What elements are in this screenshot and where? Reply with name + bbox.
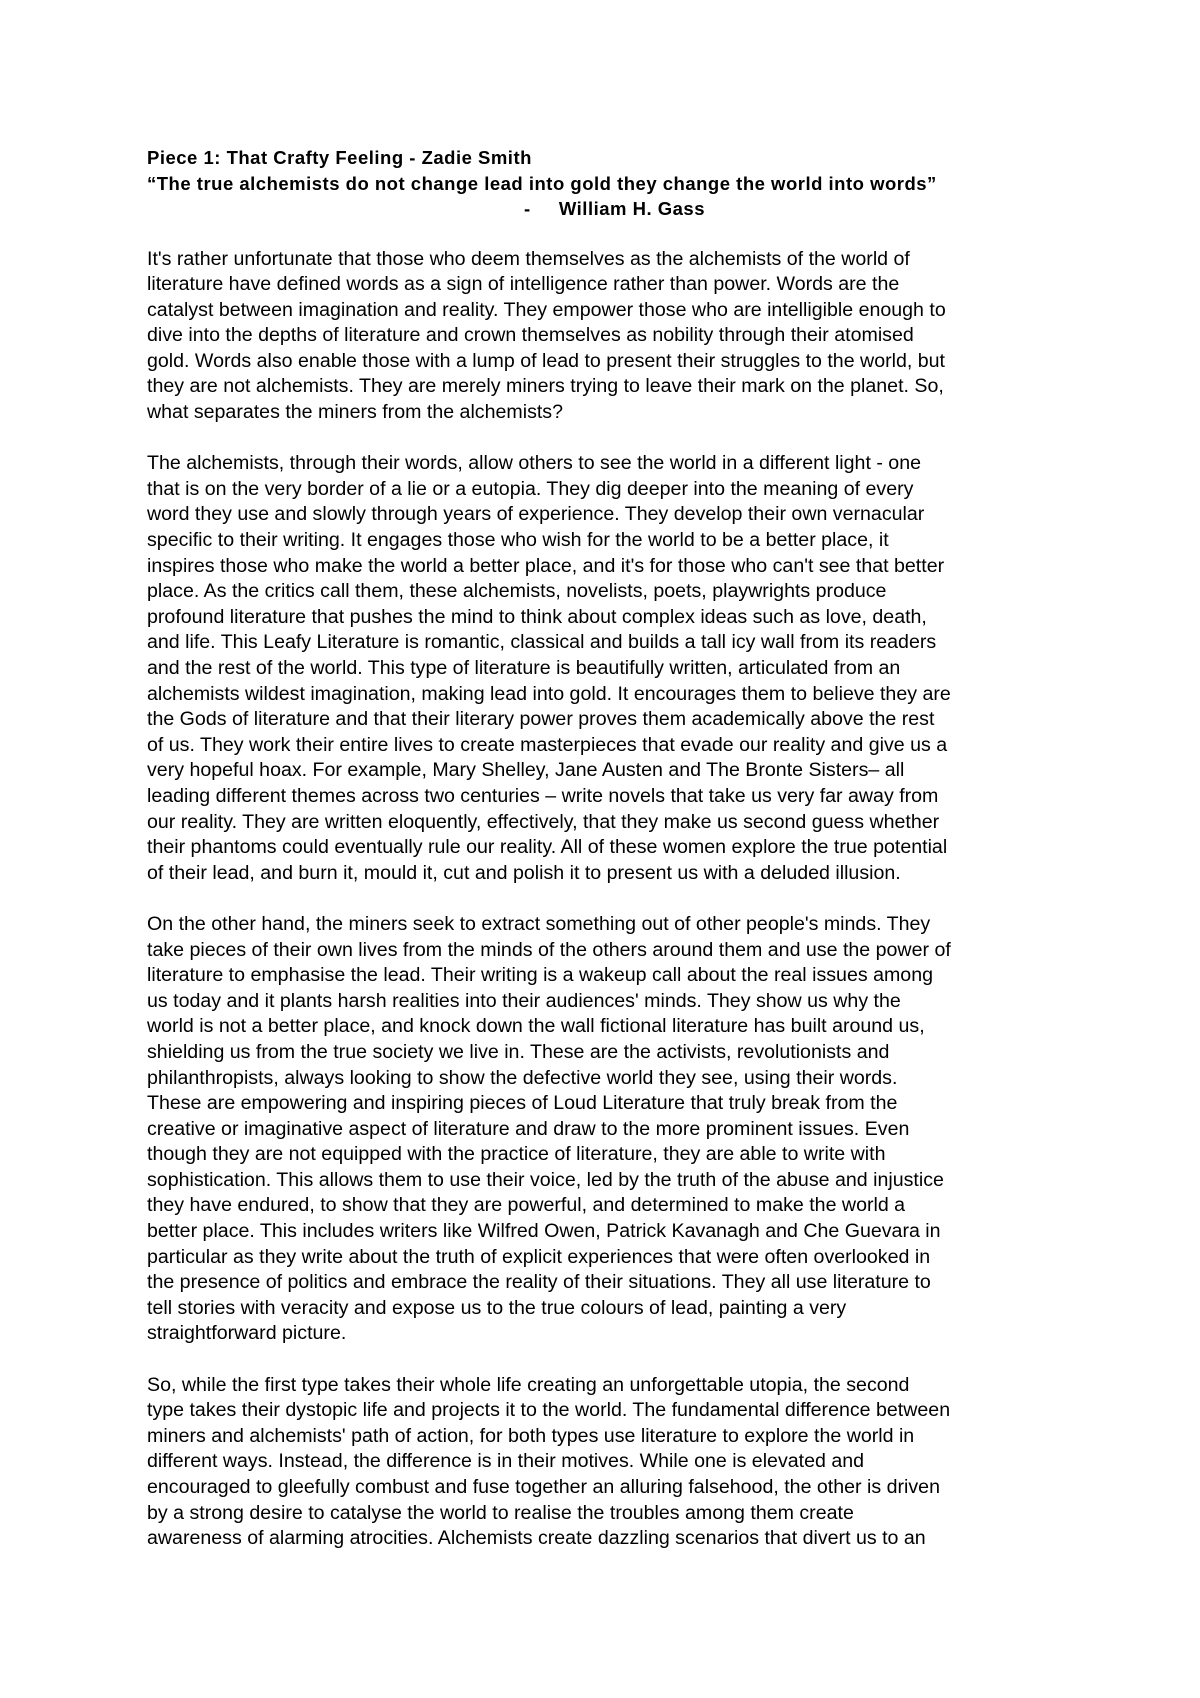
paragraph-line: gold. Words also enable those with a lump of lead to present their struggles to the world, but [147, 349, 945, 372]
paragraph-line: that is on the very border of a lie or a eutopia. They dig deeper into the meaning of every [147, 477, 914, 500]
paragraph-line: world is not a better place, and knock down the wall fictional literature has built around us, [147, 1015, 925, 1038]
body-paragraph [147, 247, 1067, 426]
paragraph-line: philanthropists, always looking to show the defective world they see, using their words. [147, 1066, 898, 1089]
paragraph-line: awareness of alarming atrocities. Alchemists create dazzling scenarios that divert us to an [147, 1527, 926, 1550]
paragraph-line: literature to emphasise the lead. Their writing is a wakeup call about the real issues among [147, 964, 933, 987]
paragraph-line: the Gods of literature and that their literary power proves them academically above the rest [147, 708, 935, 731]
paragraph-line: better place. This includes writers like Wilfred Owen, Patrick Kavanagh and Che Guevara in [147, 1220, 941, 1243]
paragraph-line: So, while the first type takes their whole life creating an unforgettable utopia, the second [147, 1373, 910, 1396]
paragraph-line: catalyst between imagination and reality. They empower those who are intelligible enough to [147, 298, 946, 321]
paragraph-line: inspires those who make the world a better place, and it's for those who can't see that better [147, 554, 945, 577]
paragraph-line: they have endured, to show that they are powerful, and determined to make the world a [147, 1194, 906, 1217]
paragraph-line: miners and alchemists' path of action, for both types use literature to explore the world in [147, 1424, 915, 1447]
paragraph-line: dive into the depths of literature and crown themselves as nobility through their atomised [147, 324, 914, 347]
paragraph-line: different ways. Instead, the difference is in their motives. While one is elevated and [147, 1450, 865, 1473]
paragraph-line: profound literature that pushes the mind to think about complex ideas such as love, death, [147, 605, 927, 628]
paragraph-line: our reality. They are written eloquently, effectively, that they make us second guess whether [147, 810, 940, 833]
paragraph-line: shielding us from the true society we live in. These are the activists, revolutionists and [147, 1040, 890, 1063]
document-body [147, 247, 1067, 1552]
paragraph-line: what separates the miners from the alchemists? [147, 401, 564, 424]
paragraph-line: It's rather unfortunate that those who deem themselves as the alchemists of the world of [147, 247, 910, 270]
paragraph-line: On the other hand, the miners seek to extract something out of other people's minds. They [147, 912, 931, 935]
paragraph-line: particular as they write about the truth of explicit experiences that were often overlooked in [147, 1245, 931, 1268]
paragraph-line: very hopeful hoax. For example, Mary Shelley, Jane Austen and The Bronte Sisters– all [147, 759, 905, 782]
paragraph-line: and the rest of the world. This type of literature is beautifully written, articulated from an [147, 657, 901, 679]
epigraph-quote: “The true alchemists do not change lead into gold they change the world into words” [147, 172, 937, 194]
paragraph-line: though they are not equipped with the practice of literature, they are able to write with [147, 1143, 886, 1166]
paragraph-line: us today and it plants harsh realities into their audiences' minds. They show us why the [147, 989, 901, 1012]
paragraph-line: take pieces of their own lives from the minds of the others around them and use the power of [147, 938, 951, 961]
paragraph-line: type takes their dystopic life and projects it to the world. The fundamental difference between [147, 1399, 951, 1422]
paragraph-line: encouraged to gleefully combust and fuse together an alluring falsehood, the other is driven [147, 1476, 940, 1498]
body-paragraph [147, 451, 1067, 886]
paragraph-line: by a strong desire to catalyse the world to realise the troubles among them create [147, 1501, 854, 1524]
paragraph-line: literature have defined words as a sign of intelligence rather than power. Words are the [147, 273, 900, 296]
paragraph-line: of their lead, and burn it, mould it, cut and polish it to present us with a deluded illusion. [147, 861, 901, 884]
paragraph-line: place. As the critics call them, these alchemists, novelists, poets, playwrights produce [147, 580, 887, 603]
body-paragraph [147, 912, 1067, 1347]
paragraph-line: The alchemists, through their words, allow others to see the world in a different light - one [147, 452, 921, 475]
paragraph-line: sophistication. This allows them to use their voice, led by the truth of the abuse and injustice [147, 1168, 944, 1191]
body-paragraph [147, 1373, 1067, 1552]
paragraph-line: straightforward picture. [147, 1322, 347, 1345]
paragraph-line: alchemists wildest imagination, making lead into gold. It encourages them to believe they are [147, 682, 951, 705]
paragraph-line: specific to their writing. It engages those who wish for the world to be a better place, it [147, 529, 889, 552]
epigraph-attribution: - William H. Gass [524, 198, 705, 219]
paragraph-line: of us. They work their entire lives to create masterpieces that evade our reality and give us a [147, 733, 948, 756]
paragraph-line: leading different themes across two centuries – write novels that take us very far away from [147, 784, 939, 807]
paragraph-line: These are empowering and inspiring pieces of Loud Literature that truly break from the [147, 1092, 898, 1115]
document-title: Piece 1: That Crafty Feeling - Zadie Smith [147, 147, 532, 168]
paragraph-line: their phantoms could eventually rule our reality. All of these women explore the true potential [147, 836, 948, 859]
paragraph-line: word they use and slowly through years of experience. They develop their own vernacular [147, 503, 925, 526]
paragraph-line: tell stories with veracity and expose us to the true colours of lead, painting a very [147, 1296, 847, 1319]
paragraph-line: they are not alchemists. They are merely miners trying to leave their mark on the planet. So, [147, 375, 944, 398]
paragraph-line: the presence of politics and embrace the reality of their situations. They all use literature to [147, 1271, 931, 1294]
paragraph-line: and life. This Leafy Literature is romantic, classical and builds a tall icy wall from its readers [147, 631, 937, 654]
paragraph-line: creative or imaginative aspect of literature and draw to the more prominent issues. Even [147, 1117, 910, 1140]
document-page [147, 145, 1067, 1577]
